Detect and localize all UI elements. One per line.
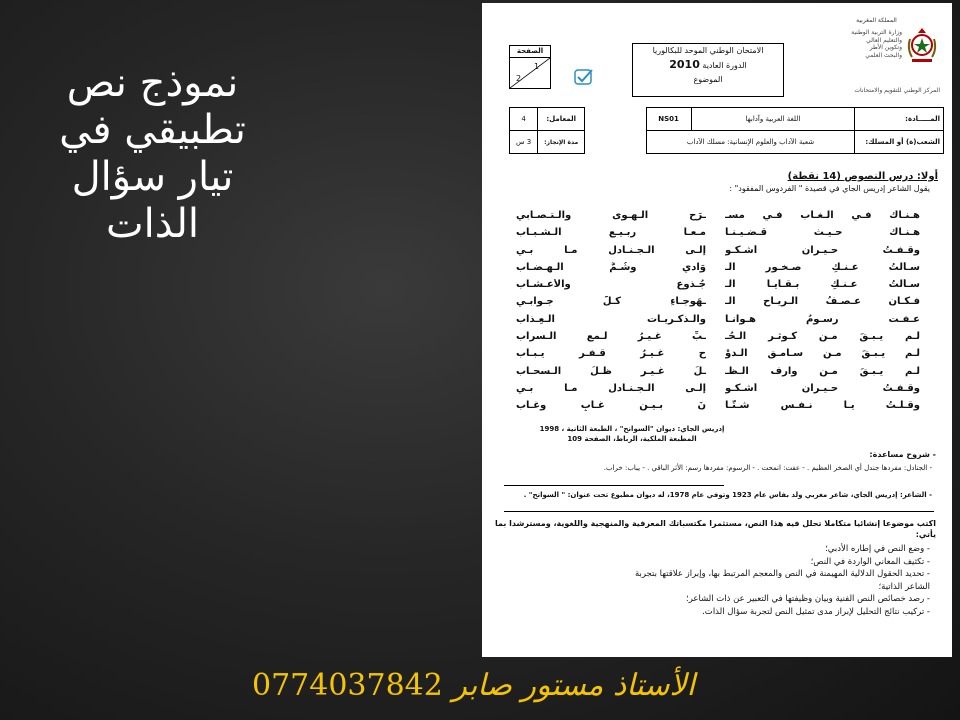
- ministry-line: والتعليم العالي: [866, 36, 902, 44]
- page-label: الصفحة: [510, 46, 550, 58]
- poem-verse: [496, 296, 940, 313]
- section-title: أولا: درس النصوص (14 نقطة): [787, 171, 938, 182]
- poem-verse: [496, 262, 940, 279]
- verse-second-hemistich: جُـذوع والأعـشـاب: [516, 279, 706, 291]
- poem-intro: يقول الشاعر إدريس الجاي في قصيدة " الفردوس المفقود" :: [729, 184, 930, 193]
- subject-label: المـــــادة:: [855, 108, 944, 131]
- verse-first-hemistich: لـم يـبـقَ مـن كـوثـر الـحُـ: [725, 331, 920, 343]
- verse-first-hemistich: وقـلـتُ يـا نـفـس شـتّـا: [725, 400, 920, 412]
- verse-first-hemistich: هـنـاك حـيـث قـضـيـنـا: [725, 227, 920, 239]
- verse-first-hemistich: عـفـت رسـومُ هـوانـا: [725, 313, 920, 325]
- guideline-item: - تركيب نتائج التحليل لإبراز مدى تمثيل النص لتجربة سؤال الذات.: [702, 606, 930, 617]
- verse-second-hemistich: مـعـا ربـيـع الـشـبـاب: [516, 227, 706, 239]
- exam-document-image: [482, 3, 952, 657]
- author-name: الأستاذ مستور صابر: [452, 668, 695, 703]
- poem-verse: [496, 366, 940, 383]
- verse-second-hemistich: ـلِّ غـيـر ظـلِّ الـسحـاب: [516, 365, 706, 377]
- page-number-box: [509, 45, 551, 89]
- poem-verse: [496, 210, 940, 227]
- poem-verse: [496, 383, 940, 400]
- page-total: 2: [516, 74, 522, 83]
- exam-session: الدورة العادية: [702, 61, 747, 70]
- task-instructions: اكتب موضوعا إنشائيا متكاملا تحلل فيه هذا النص، مستثمرا مكتسباتك المعرفية والمنهجية واللغوية، ومسترشدا بما يأتي:: [494, 519, 936, 539]
- guideline-item: - تكثيف المعاني الواردة في النص؛: [810, 556, 930, 567]
- exam-code: NS01: [646, 108, 691, 131]
- source-line: المطبعة الملكية، الرباط، الصفحة 109: [567, 435, 697, 443]
- guideline-item: - رصد خصائص النص الفنية وبيان وظيفتها في التعبير عن ذات الشاعر؛: [686, 594, 930, 604]
- verse-first-hemistich: فـكـان عـصـفُ الـريـاح الـ: [725, 296, 920, 308]
- ministry-line: وزارة التربية الوطنية: [851, 29, 902, 36]
- poem-verse: [496, 331, 940, 348]
- verse-second-hemistich: والـذكـريـات الـعِـذاب: [516, 313, 706, 325]
- slide-title-line: تيار سؤال: [71, 154, 234, 200]
- guideline-item: - تحديد الحقول الدلالية المهيمنة في النص والمعجم المرتبط بها، وإبراز علاقتها بتجربة: [634, 569, 930, 579]
- author-footer: [251, 668, 695, 712]
- poem-verse: [496, 348, 940, 365]
- author-phone: 0774037842: [251, 668, 443, 703]
- poem-verse: [496, 227, 940, 244]
- poem-verse: [496, 400, 940, 417]
- glossary-text: - الجنادل: مفردها جندل أي الصخر العظيم . - عفت: انمحت . - الرسوم: مفردها رسم: الأثر الباقي . - يباب: خراب.: [603, 464, 932, 472]
- verse-first-hemistich: هـنـاك فـي الـغـاب فـي مسـ: [725, 210, 920, 221]
- guideline-item: - وضع النص في إطاره الأدبي؛: [825, 544, 930, 554]
- verse-first-hemistich: لـم يـبـقَ مـن سـامـق الـدوْ: [725, 348, 920, 360]
- duration-label: مدة الإنجاز:: [538, 131, 585, 154]
- guideline-item: الشاعر الذاتية؛: [878, 581, 930, 592]
- coef-label: المعامل:: [538, 108, 585, 131]
- poem-verse: [496, 245, 940, 262]
- verse-second-hemistich: ـرَح الـهـوى والـتـصـابي: [516, 210, 706, 221]
- slide-title: [30, 60, 275, 248]
- ministry-header: [809, 17, 944, 25]
- verse-first-hemistich: سـألتُ عـنـكِ صـخـور الـ: [725, 261, 920, 273]
- poet-note: - الشاعر: إدريس الجاي، شاعر مغربي ولد بفاس عام 1923 وتوفي عام 1978، له ديوان مطبوع تحت عنوان: " السوانح" .: [523, 491, 932, 499]
- checkmark-logo-icon: [574, 68, 594, 86]
- slide-title-line: الذات: [105, 201, 200, 247]
- verse-second-hemistich: نَ بـيـن غـابٍ وغـاب: [516, 400, 706, 412]
- ministry-line: المملكة المغربية: [856, 17, 897, 24]
- exam-title: الامتحان الوطني الموحد للبكالوريا: [652, 46, 764, 55]
- branch-label: الشعب(ة) أو المسلك:: [855, 131, 944, 154]
- branch-value: شعبة الآداب والعلوم الإنسانية: مسلك الآداب: [646, 131, 855, 154]
- page-current: 1: [534, 62, 540, 71]
- divider: [504, 485, 724, 486]
- coat-of-arms-icon: [904, 25, 940, 65]
- duration-value: 3 س: [510, 131, 538, 154]
- verse-second-hemistich: ـبِّ غـيـرُ لـمع الـسراب: [516, 331, 706, 343]
- slide-title-line: تطبيقي في: [59, 107, 246, 153]
- verse-first-hemistich: لـم يـبـقَ مـن وارف الـظـ: [725, 365, 920, 377]
- exam-subject-label: الموضوع: [693, 75, 723, 84]
- verse-first-hemistich: وقـفـتُ حـيـران أشـكـو: [725, 244, 920, 256]
- verse-first-hemistich: سـألتُ عـنـكِ بـقـايـا الـ: [725, 279, 920, 291]
- verse-second-hemistich: ـهَوجـاءِ كـلَّ جـوابـي: [516, 296, 706, 308]
- verse-second-hemistich: وَادي وشُـمَّ الـهـضـاب: [516, 261, 706, 273]
- ministry-line: والبحث العلمي: [865, 51, 902, 59]
- verse-first-hemistich: وقـفـتُ حـيـران أشـكـو: [725, 382, 920, 394]
- exam-header-box: [632, 43, 784, 97]
- verse-second-hemistich: ح غـيـرُ قـفـر يـبـاب: [516, 348, 706, 360]
- coef-value: 4: [510, 108, 538, 131]
- poem-verse: [496, 314, 940, 331]
- verse-second-hemistich: إلـى الـجـنـادل مـا بـي: [516, 244, 706, 256]
- verse-second-hemistich: إلـى الـجـنـادل مـا بـي: [516, 382, 706, 394]
- guidelines-list: [530, 543, 930, 618]
- ministry-center-name: المركز الوطني للتقويم والامتحانات: [854, 87, 940, 94]
- subject-value: اللغة العربية وآدابها: [691, 108, 855, 131]
- divider: [504, 511, 934, 512]
- source-line: إدريس الجاي: ديوان "السوانح" ، الطبعة الثانية ، 1998: [539, 425, 725, 433]
- exam-info-table: [509, 107, 944, 154]
- poem: [496, 210, 940, 418]
- ministry-line: وتكوين الأطر: [869, 44, 902, 51]
- exam-year: 2010: [669, 58, 700, 71]
- glossary-title: - شروح مساعدة:: [869, 450, 936, 459]
- poem-source: [502, 424, 762, 444]
- slide-title-line: نموذج نص: [66, 60, 239, 106]
- poem-verse: [496, 279, 940, 296]
